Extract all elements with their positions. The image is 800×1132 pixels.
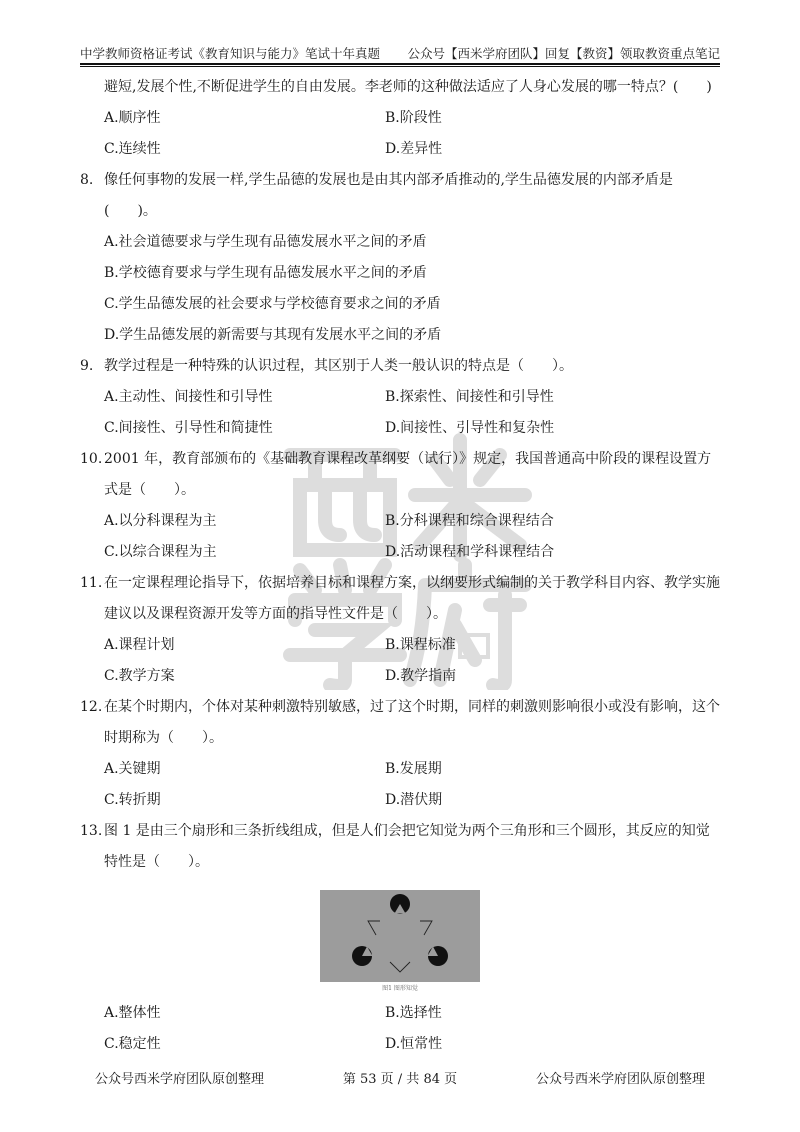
option-row — [80, 661, 720, 692]
question-9 — [80, 351, 720, 382]
option-b: B.课程标准 — [385, 637, 456, 653]
option-row — [80, 998, 720, 1029]
option-c: C.以综合课程为主 — [104, 544, 217, 560]
option-a: A.关键期 — [104, 761, 161, 777]
question-number: 12. — [80, 699, 103, 715]
option-d: D.差异性 — [385, 141, 443, 157]
option-a: A.社会道德要求与学生现有品德发展水平之间的矛盾 — [104, 234, 427, 250]
question-text: 像任何事物的发展一样,学生品德的发展也是由其内部矛盾推动的,学生品德发展的内部矛盾是( )。 — [104, 172, 673, 219]
question-content — [80, 72, 720, 1060]
option-c: C.学生品德发展的社会要求与学校德育要求之间的矛盾 — [104, 296, 441, 312]
option-a: A.整体性 — [104, 1005, 161, 1021]
option-a: A.顺序性 — [104, 110, 161, 126]
option-a: A.课程计划 — [104, 637, 175, 653]
header-promo: 公众号【西米学府团队】回复【教资】领取教资重点笔记 — [407, 46, 720, 61]
question-number: 9. — [80, 358, 94, 374]
option-c: C.教学方案 — [104, 668, 175, 684]
header-rule-thin — [80, 66, 720, 67]
question-text: 2001 年，教育部颁布的《基础教育课程改革纲要（试行）》规定，我国普通高中阶段的课程设置方式是（ ）。 — [104, 451, 712, 498]
question-text: 图 1 是由三个扇形和三条折线组成，但是人们会把它知觉为两个三角形和三个圆形，其反应的知觉特性是（ ）。 — [104, 823, 710, 870]
footer-left: 公众号西米学府团队原创整理 — [95, 1072, 265, 1087]
option-d: D.学生品德发展的新需要与其现有发展水平之间的矛盾 — [104, 327, 442, 343]
option-b: B.阶段性 — [385, 110, 442, 126]
option-c: C.间接性、引导性和简捷性 — [104, 420, 273, 436]
option-row — [80, 382, 720, 413]
question-10 — [80, 444, 720, 506]
option-c: C.连续性 — [104, 141, 161, 157]
option-b: B.选择性 — [385, 1005, 442, 1021]
option-row — [80, 506, 720, 537]
option-b: B.探索性、间接性和引导性 — [385, 389, 554, 405]
header-rule-thick — [80, 63, 720, 65]
option-row — [80, 537, 720, 568]
question-number: 13. — [80, 823, 103, 839]
footer-right: 公众号西米学府团队原创整理 — [535, 1072, 705, 1087]
option-row — [80, 630, 720, 661]
question-11 — [80, 568, 720, 630]
option-d: D.恒常性 — [385, 1036, 443, 1052]
option-c: C.稳定性 — [104, 1036, 161, 1052]
option-row — [80, 754, 720, 785]
question-number: 8. — [80, 172, 94, 188]
question-text: 在一定课程理论指导下，依据培养目标和课程方案，以纲要形式编制的关于教学科目内容、教学实施建议以及课程资源开发等方面的指导性文件是（ ）。 — [104, 575, 720, 622]
question-12 — [80, 692, 720, 754]
option-a: A.主动性、间接性和引导性 — [104, 389, 273, 405]
option-row — [80, 1029, 720, 1060]
question-text: 教学过程是一种特殊的认识过程，其区别于人类一般认识的特点是（ ）。 — [104, 358, 573, 374]
option-row — [80, 134, 720, 165]
option-d: D.间接性、引导性和复杂性 — [385, 420, 555, 436]
question-text: 在某个时期内，个体对某种刺激特别敏感，过了这个时期，同样的刺激则影响很小或没有影响，这个时期称为（ ）。 — [104, 699, 720, 746]
option-b: B.发展期 — [385, 761, 442, 777]
header-title: 中学教师资格证考试《教育知识与能力》笔试十年真题 — [80, 46, 381, 61]
option-d: D.活动课程和学科课程结合 — [385, 544, 555, 560]
option-a: A.以分科课程为主 — [104, 513, 217, 529]
option-d: D.教学指南 — [385, 668, 457, 684]
continued-question-text: 避短,发展个性,不断促进学生的自由发展。李老师的这种做法适应了人身心发展的哪一特点？( ) — [104, 79, 712, 95]
option-d: D.潜伏期 — [385, 792, 443, 808]
option-row — [80, 103, 720, 134]
question-number: 11. — [80, 575, 103, 591]
illusory-triangle-figure — [320, 890, 480, 982]
page-number: 第 53 页 / 共 84 页 — [342, 1072, 458, 1087]
option-row — [80, 785, 720, 816]
option-b: B.学校德育要求与学生现有品德发展水平之间的矛盾 — [104, 265, 427, 281]
figure-caption: 图1 图形知觉 — [382, 985, 418, 992]
question-13 — [80, 816, 720, 878]
option-c: C.转折期 — [104, 792, 161, 808]
kanizsa-figure — [320, 890, 480, 982]
question-number: 10. — [80, 451, 103, 467]
option-b: B.分科课程和综合课程结合 — [385, 513, 554, 529]
question-8 — [80, 165, 720, 227]
option-row — [80, 413, 720, 444]
